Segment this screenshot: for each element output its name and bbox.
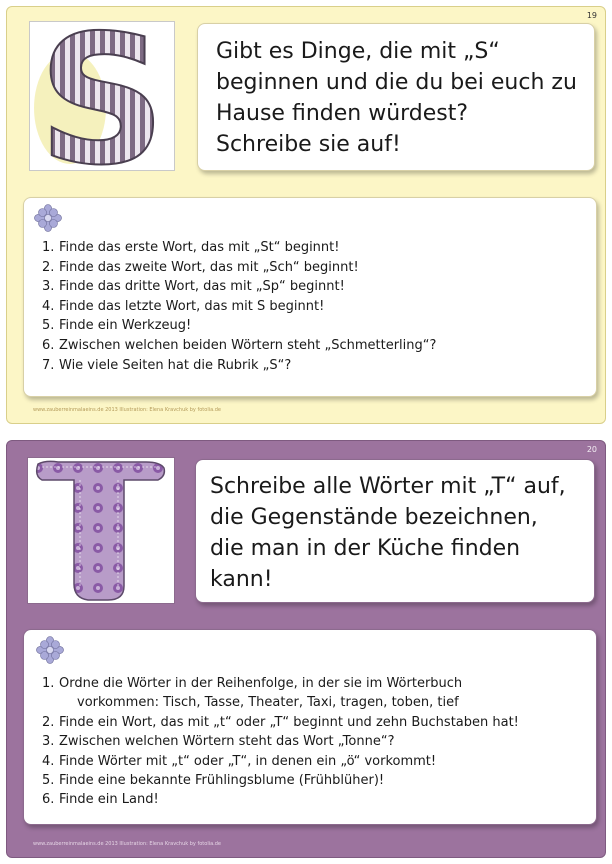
title-line: Schreibe sie auf! bbox=[216, 132, 401, 157]
title-line: Hause finden würdest? bbox=[216, 101, 469, 126]
title-line: beginnen und die du bei euch zu bbox=[216, 70, 577, 95]
list-item: 1. Finde das erste Wort, das mit „St“ beginnt! bbox=[42, 240, 340, 255]
list-item: 5. Finde ein Werkzeug! bbox=[42, 318, 192, 334]
credit-line: www.zauberreinmalaeins.de 2013 Illustration: Elena Kravchuk by fotolia.de bbox=[33, 407, 222, 413]
credit-line: www.zauberreinmalaeins.de 2013 Illustration: Elena Kravchuk by fotolia.de bbox=[33, 841, 222, 847]
task-title bbox=[197, 23, 595, 171]
letter-t-illustration bbox=[27, 457, 175, 604]
list-item: 2. Finde das zweite Wort, das mit „Sch“ beginnt! bbox=[42, 259, 359, 275]
list-item: 7. Wie viele Seiten hat die Rubrik „S“? bbox=[42, 357, 292, 373]
list-item: 4. Finde Wörter mit „t“ oder „T“, in denen ein „ö“ vorkommt! bbox=[42, 753, 437, 769]
list-item: 5. Finde eine bekannte Frühlingsblume (Frühblüher)! bbox=[42, 773, 385, 789]
svg-text:S: S bbox=[37, 22, 167, 170]
title-line: Gibt es Dinge, die mit „S“ bbox=[216, 39, 500, 64]
title-line: kann! bbox=[210, 567, 273, 592]
flower-icon bbox=[36, 636, 64, 664]
task-card-s bbox=[6, 6, 606, 424]
task-list bbox=[42, 674, 519, 810]
list-item: 3. Finde das dritte Wort, das mit „Sp“ beginnt! bbox=[42, 279, 345, 295]
letter-s-icon bbox=[30, 22, 174, 170]
list-item: 6. Zwischen welchen beiden Wörtern steht „Schmetterling“? bbox=[42, 337, 437, 353]
page-number: 19 bbox=[586, 11, 597, 20]
list-item: 2. Finde ein Wort, das mit „t“ oder „T“ beginnt und zehn Buchstaben hat! bbox=[42, 714, 519, 730]
list-item: 3. Zwischen welchen Wörtern steht das Wort „Tonne“? bbox=[42, 734, 395, 750]
task-list-box bbox=[23, 629, 597, 825]
title-line: die man in der Küche finden bbox=[210, 536, 521, 561]
list-item: 6. Finde ein Land! bbox=[42, 792, 159, 808]
page-number: 20 bbox=[586, 445, 597, 454]
task-card-t bbox=[6, 440, 606, 858]
letter-s-illustration bbox=[29, 21, 175, 171]
task-list bbox=[42, 238, 436, 375]
list-item: 1. Ordne die Wörter in der Reihenfolge, in der sie im Wörterbuch vorkommen: Tisch, Tasse, Theater, Taxi, tragen, toben, tief bbox=[42, 676, 463, 711]
title-line: Schreibe alle Wörter mit „T“ auf, bbox=[210, 474, 566, 499]
title-line: die Gegenstände bezeichnen, bbox=[210, 505, 538, 530]
list-item: 4. Finde das letzte Wort, das mit S beginnt! bbox=[42, 298, 325, 314]
letter-t-icon bbox=[28, 458, 174, 603]
task-title bbox=[195, 459, 595, 603]
task-list-box bbox=[23, 197, 597, 397]
flower-icon bbox=[34, 204, 62, 232]
